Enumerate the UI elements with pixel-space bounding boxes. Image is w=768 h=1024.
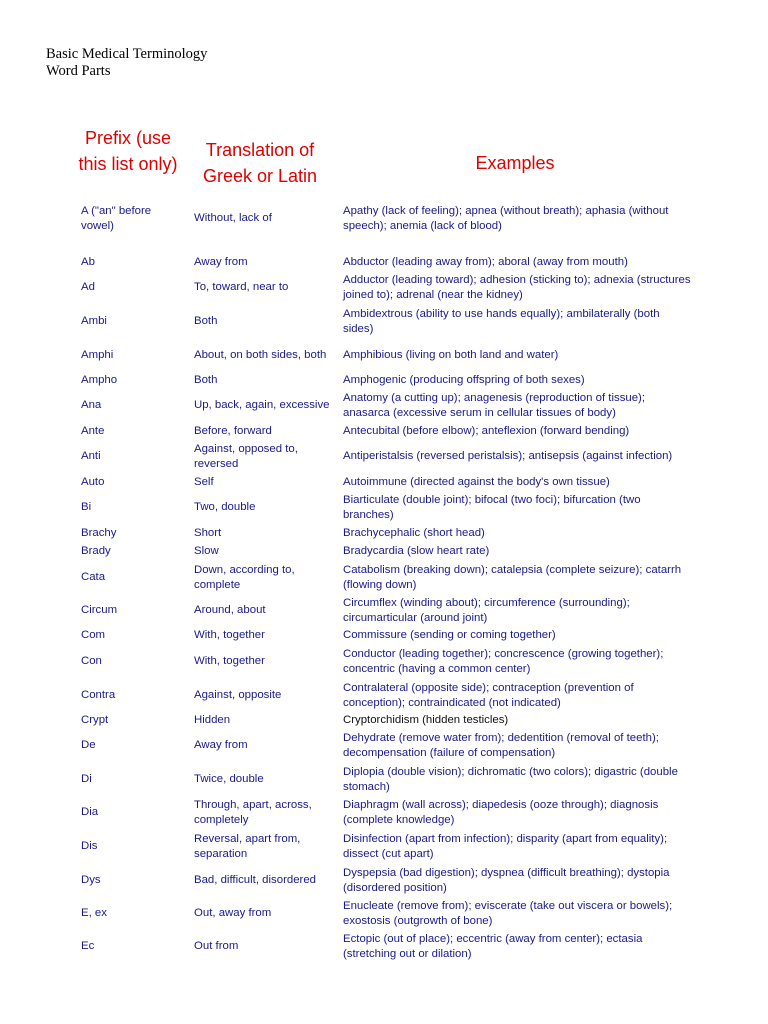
examples-cell: Antiperistalsis (reversed peristalsis); antisepsis (against infection) (343, 450, 673, 463)
prefix-cell: Dis (81, 840, 98, 853)
examples-cell: Biarticulate (double joint); bifocal (two foci); bifurcation (two branches) (343, 493, 641, 521)
prefix-cell: Ad (81, 281, 95, 294)
examples-cell: Conductor (leading together); concrescence (growing together); concentric (having a common center) (343, 647, 664, 675)
examples-cell: Antecubital (before elbow); anteflexion (forward bending) (343, 425, 630, 438)
table-row (0, 272, 768, 304)
prefix-cell: Brady (81, 545, 111, 558)
examples-cell: Catabolism (breaking down); catalepsia (complete seizure); catarrh (flowing down) (343, 563, 682, 591)
examples-cell: Bradycardia (slow heart rate) (343, 545, 490, 558)
prefix-cell: Con (81, 655, 102, 668)
translation-cell: With, together (194, 629, 265, 642)
document-title-line2: Word Parts (46, 63, 111, 79)
table-row (0, 764, 768, 796)
prefix-cell: Crypt (81, 714, 109, 727)
prefix-cell: Ec (81, 940, 95, 953)
examples-cell: Diplopia (double vision); dichromatic (two colors); digastric (double stomach) (343, 765, 678, 793)
table-row (0, 373, 768, 389)
prefix-cell: Anti (81, 450, 101, 463)
examples-cell: Amphibious (living on both land and water) (343, 349, 559, 362)
table-row (0, 931, 768, 963)
translation-cell: Two, double (194, 501, 256, 514)
table-row (0, 730, 768, 762)
table-row (0, 526, 768, 542)
translation-cell: Around, about (194, 604, 266, 617)
document-title-line1: Basic Medical Terminology (46, 46, 208, 62)
translation-cell: Self (194, 476, 214, 489)
translation-cell: Hidden (194, 714, 231, 727)
table-row (0, 646, 768, 678)
examples-cell: Enucleate (remove from); eviscerate (take out viscera or bowels); exostosis (outgrowth of bone) (343, 899, 673, 927)
table-row (0, 898, 768, 930)
translation-cell: Reversal, apart from, separation (194, 832, 301, 860)
table-row (0, 492, 768, 524)
prefix-cell: Com (81, 629, 106, 642)
table-row (0, 255, 768, 271)
examples-cell: Diaphragm (wall across); diapedesis (ooze through); diagnosis (complete knowledge) (343, 798, 659, 826)
examples-cell: Circumflex (winding about); circumference (surrounding); circumarticular (around joint) (343, 596, 630, 624)
translation-cell: Both (194, 315, 218, 328)
table-row (0, 340, 768, 372)
table-row (0, 390, 768, 422)
translation-cell: About, on both sides, both (194, 349, 327, 362)
translation-cell: Slow (194, 545, 219, 558)
examples-cell: Apathy (lack of feeling); apnea (without breath); aphasia (without speech); anemia (lack of blood) (343, 204, 669, 232)
prefix-cell: Circum (81, 604, 118, 617)
prefix-cell: Ab (81, 256, 95, 269)
translation-cell: Against, opposite (194, 689, 282, 702)
table-row (0, 203, 768, 235)
table-row (0, 441, 768, 473)
translation-cell: Against, opposed to, reversed (194, 442, 298, 470)
prefix-column-header: Prefix (use this list only) (78, 128, 178, 174)
translation-cell: Without, lack of (194, 212, 272, 225)
translation-column-header: Translation of Greek or Latin (202, 140, 318, 186)
table-row (0, 797, 768, 829)
prefix-cell: Dys (81, 874, 101, 887)
examples-cell: Cryptorchidism (hidden testicles) (343, 714, 509, 727)
table-row (0, 306, 768, 338)
examples-cell: Ectopic (out of place); eccentric (away from center); ectasia (stretching out or dilation) (343, 932, 643, 960)
examples-cell: Anatomy (a cutting up); anagenesis (reproduction of tissue); anasarca (excessive serum in cellular tissues of body) (343, 391, 646, 419)
translation-cell: Short (194, 527, 222, 540)
examples-cell: Commissure (sending or coming together) (343, 629, 556, 642)
translation-cell: Down, according to, complete (194, 563, 295, 591)
prefix-cell: Auto (81, 476, 105, 489)
prefix-cell: De (81, 739, 96, 752)
prefix-cell: Bi (81, 501, 92, 514)
examples-cell: Disinfection (apart from infection); disparity (apart from equality); dissect (cut apart) (343, 832, 668, 860)
table-row (0, 713, 768, 729)
translation-cell: Bad, difficult, disordered (194, 874, 316, 887)
translation-cell: Away from (194, 739, 248, 752)
translation-cell: With, together (194, 655, 265, 668)
prefix-cell: Ampho (81, 374, 118, 387)
examples-cell: Brachycephalic (short head) (343, 527, 485, 540)
prefix-cell: Ambi (81, 315, 107, 328)
prefix-cell: Cata (81, 571, 106, 584)
prefix-cell: Di (81, 773, 92, 786)
examples-cell: Dehydrate (remove water from); dedentition (removal of teeth); decompensation (failure of compensation) (343, 731, 659, 759)
table-row (0, 865, 768, 897)
table-row (0, 424, 768, 440)
translation-cell: Both (194, 374, 218, 387)
translation-cell: To, toward, near to (194, 281, 289, 294)
prefix-cell: Dia (81, 806, 99, 819)
examples-cell: Autoimmune (directed against the body's own tissue) (343, 476, 610, 489)
examples-cell: Abductor (leading away from); aboral (away from mouth) (343, 256, 628, 269)
prefix-cell: Brachy (81, 527, 117, 540)
prefix-cell: Ante (81, 425, 105, 438)
translation-cell: Up, back, again, excessive (194, 399, 330, 412)
table-row (0, 544, 768, 560)
examples-cell: Ambidextrous (ability to use hands equally); ambilaterally (both sides) (343, 307, 660, 335)
prefix-cell: A ("an" before vowel) (81, 204, 152, 232)
table-row (0, 680, 768, 712)
table-row (0, 595, 768, 627)
table-row (0, 562, 768, 594)
prefix-cell: E, ex (81, 907, 107, 920)
prefix-cell: Amphi (81, 349, 114, 362)
examples-cell: Amphogenic (producing offspring of both sexes) (343, 374, 585, 387)
translation-cell: Out from (194, 940, 239, 953)
examples-cell: Adductor (leading toward); adhesion (sticking to); adnexia (structures joined to); adrenal (near the kidney) (343, 273, 691, 301)
table-row (0, 831, 768, 863)
translation-cell: Before, forward (194, 425, 272, 438)
examples-cell: Contralateral (opposite side); contraception (prevention of conception); contraindicated (not indicated) (343, 681, 634, 709)
translation-cell: Twice, double (194, 773, 264, 786)
prefix-cell: Contra (81, 689, 116, 702)
translation-cell: Away from (194, 256, 248, 269)
translation-cell: Out, away from (194, 907, 272, 920)
examples-column-header: Examples (475, 153, 555, 173)
prefix-cell: Ana (81, 399, 102, 412)
translation-cell: Through, apart, across, completely (194, 798, 312, 826)
examples-cell: Dyspepsia (bad digestion); dyspnea (difficult breathing); dystopia (disordered position) (343, 866, 670, 894)
table-row (0, 628, 768, 644)
table-row (0, 475, 768, 491)
